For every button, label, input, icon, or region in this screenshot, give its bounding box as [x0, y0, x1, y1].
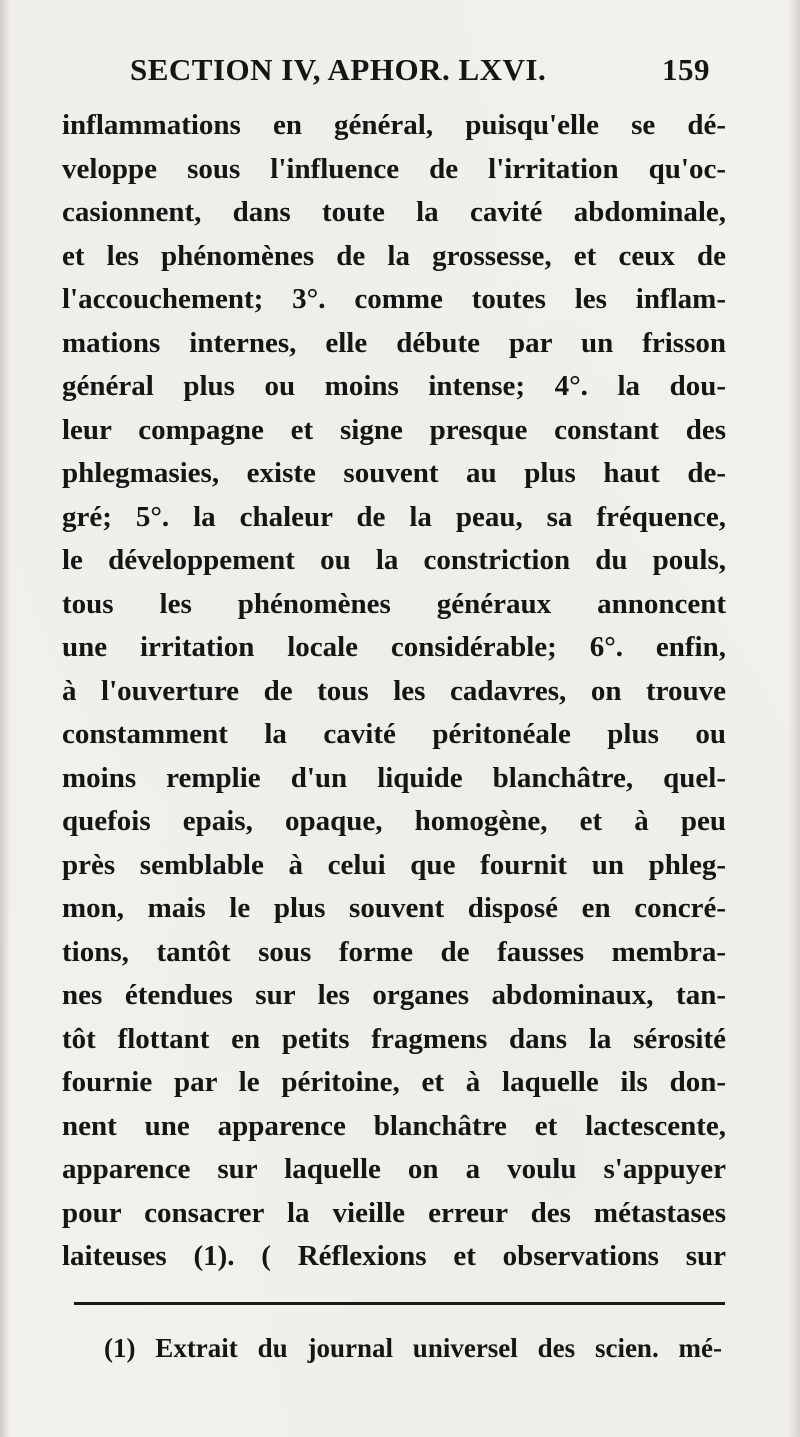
text-line: général plus ou moins intense; 4°. la dou-: [62, 370, 726, 402]
text-line: inflammations en général, puisqu'elle se dé-: [62, 109, 726, 141]
footnote-rule: [74, 1302, 725, 1305]
text-line: l'accouchement; 3°. comme toutes les inflam-: [62, 283, 726, 315]
text-line: mon, mais le plus souvent disposé en concré-: [62, 892, 726, 924]
running-head-title: SECTION IV, APHOR. LXVI.: [130, 52, 547, 87]
text-line: constamment la cavité péritonéale plus ou: [62, 718, 726, 750]
text-line: phlegmasies, existe souvent au plus haut de-: [62, 457, 726, 489]
page-number: 159: [662, 52, 710, 87]
text-line: leur compagne et signe presque constant des: [62, 413, 726, 446]
page-right-edge-shadow: [788, 0, 800, 1437]
page-left-edge-shadow: [0, 0, 10, 1437]
text-line: tous les phénomènes généraux annoncent: [62, 587, 726, 620]
text-line: moins remplie d'un liquide blanchâtre, quel-: [62, 761, 726, 794]
text-line: une irritation locale considérable; 6°. enfin,: [62, 631, 726, 663]
text-line: tions, tantôt sous forme de fausses membra-: [62, 935, 726, 968]
text-line: tôt flottant en petits fragmens dans la sérosité: [62, 1022, 726, 1055]
footnote: (1) Extrait du journal universel des scien. mé-: [104, 1333, 722, 1363]
text-line: casionnent, dans toute la cavité abdominale,: [62, 196, 726, 228]
text-line: apparence sur laquelle on a voulu s'appuyer: [62, 1153, 726, 1185]
text-line: gré; 5°. la chaleur de la peau, sa fréquence,: [62, 500, 726, 533]
running-head: [130, 52, 710, 102]
text-line: et les phénomènes de la grossesse, et ceux de: [62, 239, 726, 272]
text-line: quefois epais, opaque, homogène, et à peu: [62, 805, 726, 837]
text-line: fournie par le péritoine, et à laquelle ils don-: [62, 1066, 726, 1098]
text-line: près semblable à celui que fournit un phleg-: [62, 848, 726, 881]
text-line: laiteuses (1). ( Réflexions et observations sur: [62, 1240, 726, 1272]
text-line: le développement ou la constriction du pouls,: [62, 544, 726, 576]
text-line: veloppe sous l'influence de l'irritation qu'oc-: [62, 152, 726, 185]
text-line: nent une apparence blanchâtre et lactescente,: [62, 1109, 726, 1142]
text-line: nes étendues sur les organes abdominaux, tan-: [62, 979, 726, 1011]
body-text: [62, 104, 726, 1279]
text-line: mations internes, elle débute par un frisson: [62, 326, 726, 359]
text-line: à l'ouverture de tous les cadavres, on trouve: [62, 674, 726, 707]
text-line: pour consacrer la vieille erreur des métastases: [62, 1196, 726, 1229]
